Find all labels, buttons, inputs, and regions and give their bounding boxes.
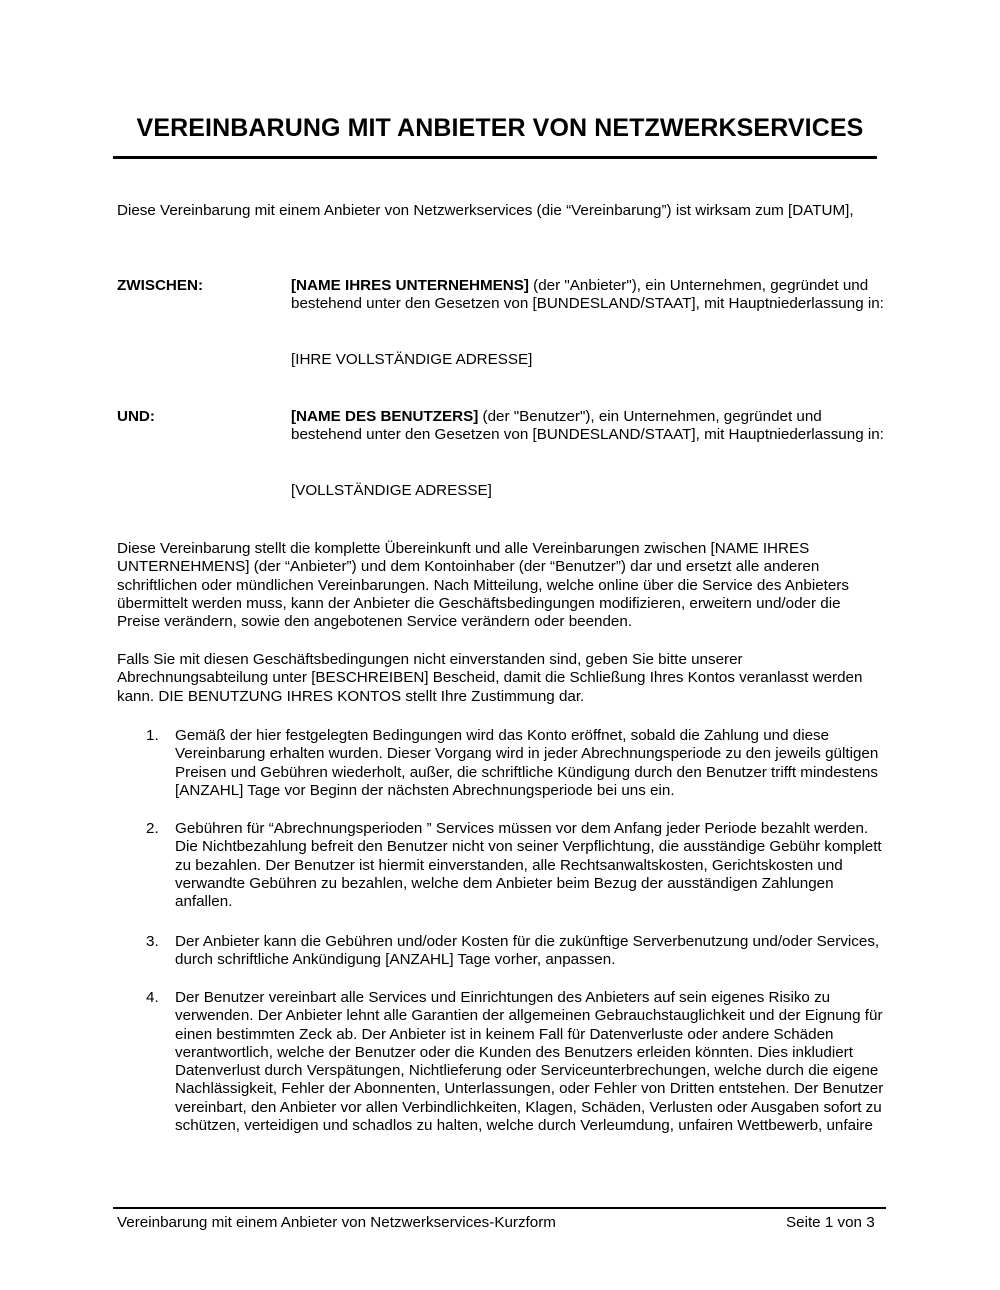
party-user-name: [NAME DES BENUTZERS]	[291, 408, 479, 425]
clause-text: Gemäß der hier festgelegten Bedingungen wird das Konto eröffnet, sobald die Zahlung und diese Vereinbarung erhalten wurden. Dieser Vorgang wird in jeder Abrechnungsperiode zu den jeweils gültigen Preisen und Gebühren wiederholt, außer, die schriftliche Kündigung durch den Benutzer trifft mindestens [ANZAHL] Tage vor Beginn der nächsten Abrechnungsperiode bei uns ein.	[175, 727, 879, 799]
intro-paragraph: Diese Vereinbarung mit einem Anbieter von Netzwerkservices (die “Vereinbarung”) ist wirksam zum [DATUM],	[117, 202, 854, 219]
footer-page-number: Seite 1 von 3	[786, 1214, 875, 1231]
agreement-paragraph: Diese Vereinbarung stellt die komplette Übereinkunft und alle Vereinbarungen zwischen [NAME IHRES UNTERNEHMENS] (der “Anbieter”) und dem Kontoinhaber (der “Benutzer”) dar und ersetzt alle anderen schriftlichen oder mündlichen Vereinbarungen. Nach Mitteilung, welche online über die Service des Anbieters übermittelt werden muss, kann der Anbieter die Geschäftsbedingungen modifizieren, erweitern und/oder die Preise verändern, sowie den angebotenen Service verändern oder beenden.	[117, 540, 849, 631]
clause-text: Der Benutzer vereinbart alle Services und Einrichtungen des Anbieters auf sein eigenes Risiko zu verwenden. Der Anbieter lehnt alle Garantien der allgemeinen Gebrauchstauglichkeit und der Eignung für einen bestimmten Zeck ab. Der Anbieter ist in keinem Fall für Datenverluste oder andere Schäden verantwortlich, welche der Benutzer oder die Kunden des Benutzers erleiden könnten. Dies inkludiert Datenverlust durch Verspätungen, Nichtlieferung oder Serviceunterbrechungen, welche durch die eigene Nachlässigkeit, Fehler der Abonnenten, Unterlassungen, oder Fehler von Dritten entstehen. Der Benutzer vereinbart, den Anbieter vor allen Verbindlichkeiten, Klagen, Schäden, Verlusten oder Ausgaben sofort zu schützen, verteidigen und schadlos zu halten, welche durch Verleumdung, unfairen Wettbewerb, unfaire	[175, 989, 884, 1135]
party-user-details: (der "Benutzer"), ein Unternehmen, gegründet und bestehend unter den Gesetzen von [BUNDESLAND/STAAT], mit Hauptniederlassung in:	[291, 408, 884, 444]
footer-divider	[113, 1207, 886, 1209]
party-provider-name: [NAME IHRES UNTERNEHMENS]	[291, 277, 529, 294]
clause-text: Gebühren für “Abrechnungsperioden ” Services müssen vor dem Anfang jeder Periode bezahlt werden. Die Nichtbezahlung befreit den Benutzer nicht von seiner Verpflichtung, die ausständige Gebühr komplett zu bezahlen. Der Benutzer ist hiermit einverstanden, alle Rechtsanwaltskosten, Gerichtskosten und verwandte Gebühren zu bezahlen, welche dem Anbieter beim Bezug der ausständigen Zahlungen anfallen.	[175, 820, 882, 911]
party-user-description	[291, 408, 891, 445]
party-provider-details: (der "Anbieter"), ein Unternehmen, gegründet und bestehend unter den Gesetzen von [BUNDESLAND/STAAT], mit Hauptniederlassung in:	[291, 277, 884, 313]
clause-text: Der Anbieter kann die Gebühren und/oder Kosten für die zukünftige Serverbenutzung und/oder Services, durch schriftliche Ankündigung [ANZAHL] Tage vorher, anpassen.	[175, 933, 880, 969]
title-underline	[113, 156, 877, 159]
party-label-between: ZWISCHEN:	[117, 277, 204, 294]
party-provider-address: [IHRE VOLLSTÄNDIGE ADRESSE]	[291, 351, 533, 368]
consent-paragraph: Falls Sie mit diesen Geschäftsbedingungen nicht einverstanden sind, geben Sie bitte unserer Abrechnungsabteilung unter [BESCHREIBEN] Bescheid, damit die Schließung Ihres Kontos veranlasst werden kann. DIE BENUTZUNG IHRES KONTOS stellt Ihre Zustimmung dar.	[117, 651, 863, 705]
party-provider-description	[291, 277, 891, 314]
party-label-and: UND:	[117, 408, 155, 425]
clause-number: 2.	[146, 820, 159, 837]
clause-number: 3.	[146, 933, 159, 950]
clause-number: 1.	[146, 727, 159, 744]
footer-document-name: Vereinbarung mit einem Anbieter von Netzwerkservices-Kurzform	[117, 1214, 556, 1231]
party-user-address: [VOLLSTÄNDIGE ADRESSE]	[291, 482, 492, 499]
document-title: VEREINBARUNG MIT ANBIETER VON NETZWERKSERVICES	[136, 114, 864, 142]
clause-number: 4.	[146, 989, 159, 1006]
